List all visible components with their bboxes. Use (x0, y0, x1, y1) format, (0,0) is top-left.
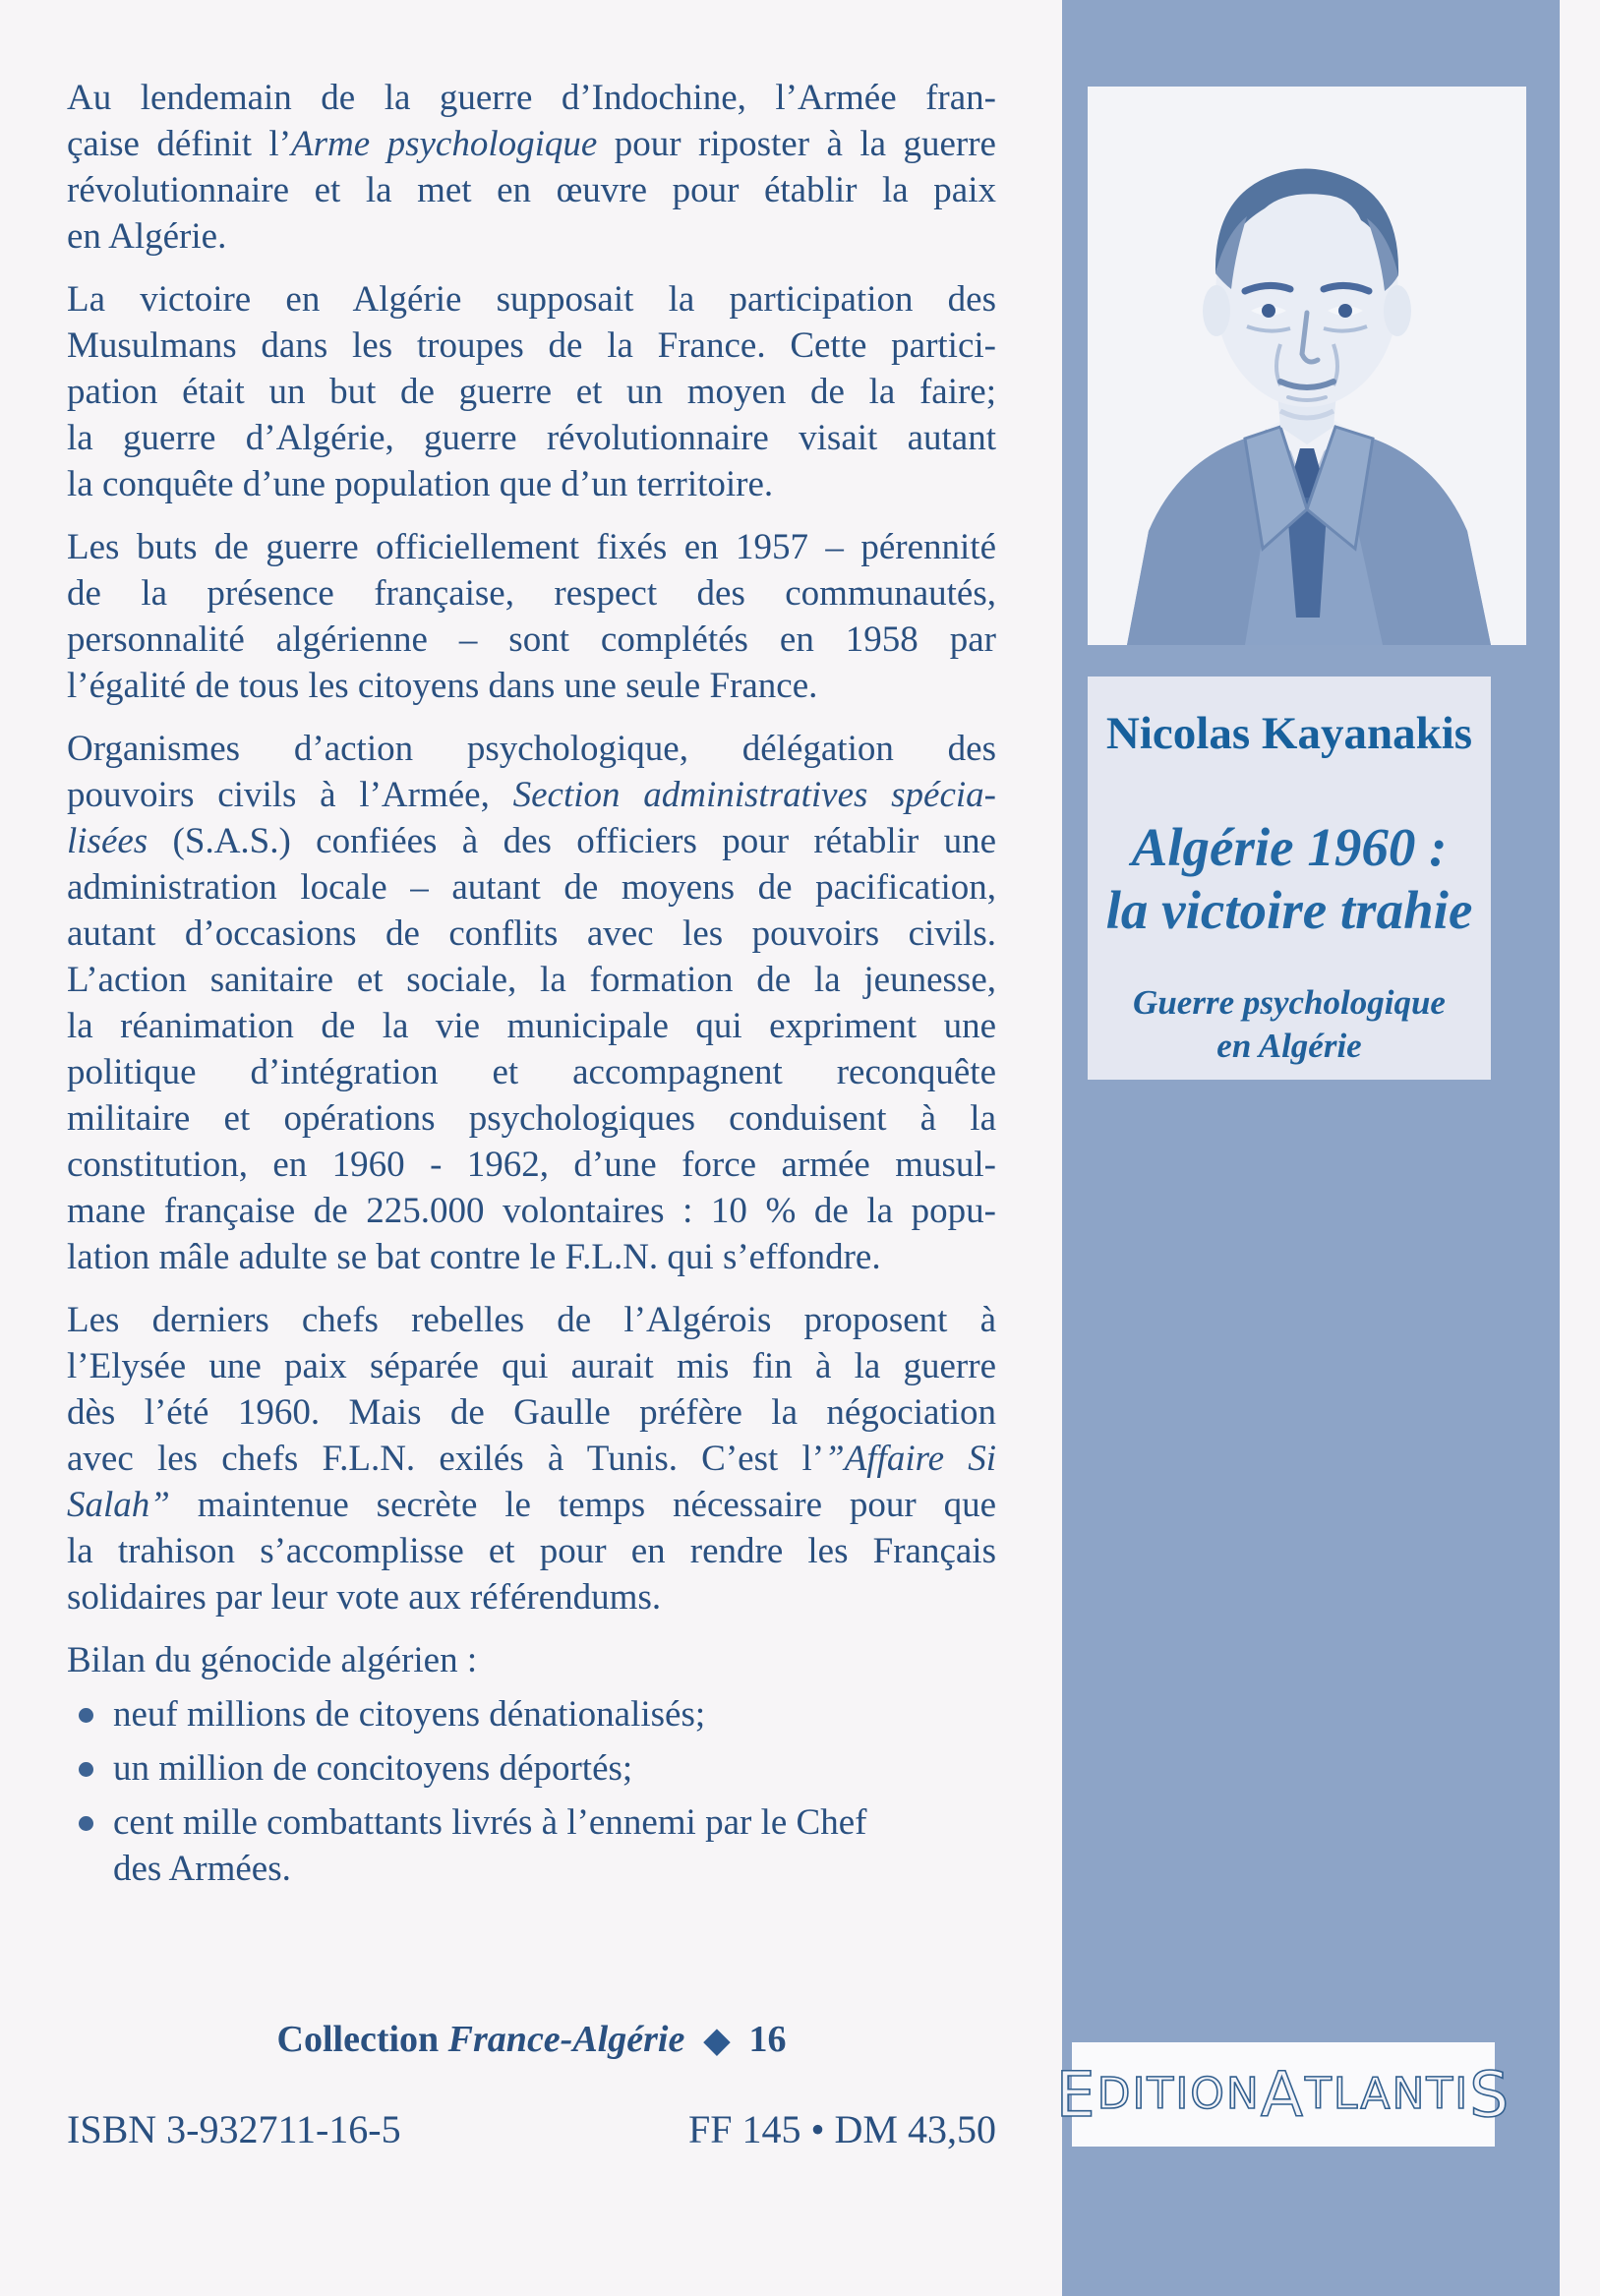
book-subtitle-line1: Guerre psychologique (1133, 983, 1446, 1022)
list-heading: Bilan du génocide algérien : (67, 1640, 478, 1680)
cover-band (1055, 0, 1560, 2296)
diamond-icon: ◆ (703, 2023, 730, 2059)
publisher-logo: E DITION A TLANTI S (1072, 2042, 1495, 2147)
collection-line (67, 2018, 996, 2061)
bullet-icon (79, 1762, 93, 1777)
paragraph: La victoire en Algérie supposait la participation des Musulmans dans les troupes de la France. Cette partici- pation était un but de guerre et un moyen de la faire; la guerre d’Algérie, guerre révolutionnaire visait autant la conquête d’une population que d’un territoire. (67, 279, 996, 504)
list-item: neuf millions de citoyens dénationalisés; (67, 1691, 996, 1737)
price-text: FF 145 • DM 43,50 (688, 2107, 996, 2151)
collection-prefix: Collection (276, 2019, 440, 2060)
title-panel (1088, 677, 1491, 1080)
list-item: un million de concitoyens déportés; (67, 1745, 996, 1792)
book-title-line2: la victoire trahie (1105, 880, 1473, 940)
blurb-text (67, 75, 996, 1892)
book-title-line1: Algérie 1960 : (1131, 817, 1448, 877)
list-item: cent mille combattants livrés à l’ennemi par le Chef des Armées. (67, 1799, 996, 1892)
collection-number: 16 (748, 2019, 787, 2060)
paragraph: Organismes d’action psychologique, délégation des pouvoirs civils à l’Armée, Section administratives spécia- lisées (S.A.S.) confiées à des officiers pour rétablir une administration locale – autant de moyens de pacification, autant d’occasions de conflits avec les pouvoirs civils. L’action sanitaire et sociale, la formation de la jeunesse, la réanimation de la vie municipale qui expriment une politique d’intégration et accompagnent reconquête militaire et opérations psychologiques conduisent à la constitution, en 1960 - 1962, d’une force armée musul- mane française de 225.000 volontaires : 10 % de la popu- lation mâle adulte se bat contre le F.L.N. qui s’effondre. (67, 729, 996, 1277)
footer-row (67, 2106, 996, 2152)
collection-series: France-Algérie (447, 2019, 685, 2060)
author-portrait-illustration (1088, 87, 1526, 645)
paragraph: Les buts de guerre officiellement fixés en 1957 – pérennité de la présence française, respect des communautés, personnalité algérienne – sont complétés en 1958 par l’égalité de tous les citoyens dans une seule France. (67, 527, 996, 706)
bullet-icon (79, 1816, 93, 1831)
isbn-text: ISBN 3-932711-16-5 (67, 2107, 401, 2151)
author-name: Nicolas Kayanakis (1105, 708, 1473, 759)
paragraph: Les derniers chefs rebelles de l’Algérois proposent à l’Elysée une paix séparée qui aurait mis fin à la guerre dès l’été 1960. Mais de Gaulle préfère la négociation avec les chefs F.L.N. exilés à Tunis. C’est l’”Affaire Si Salah” maintenue secrète le temps nécessaire pour que la trahison s’accomplisse et pour en rendre les Français solidaires par leur vote aux référendums. (67, 1300, 997, 1618)
author-portrait-photo (1088, 87, 1526, 645)
bullet-icon (79, 1708, 93, 1723)
paragraph: Au lendemain de la guerre d’Indochine, l’Armée fran- çaise définit l’Arme psychologique pour riposter à la guerre révolutionnaire et la met en œuvre pour établir la paix en Algérie. (67, 78, 996, 257)
book-subtitle-line2: en Algérie (1216, 1027, 1362, 1065)
